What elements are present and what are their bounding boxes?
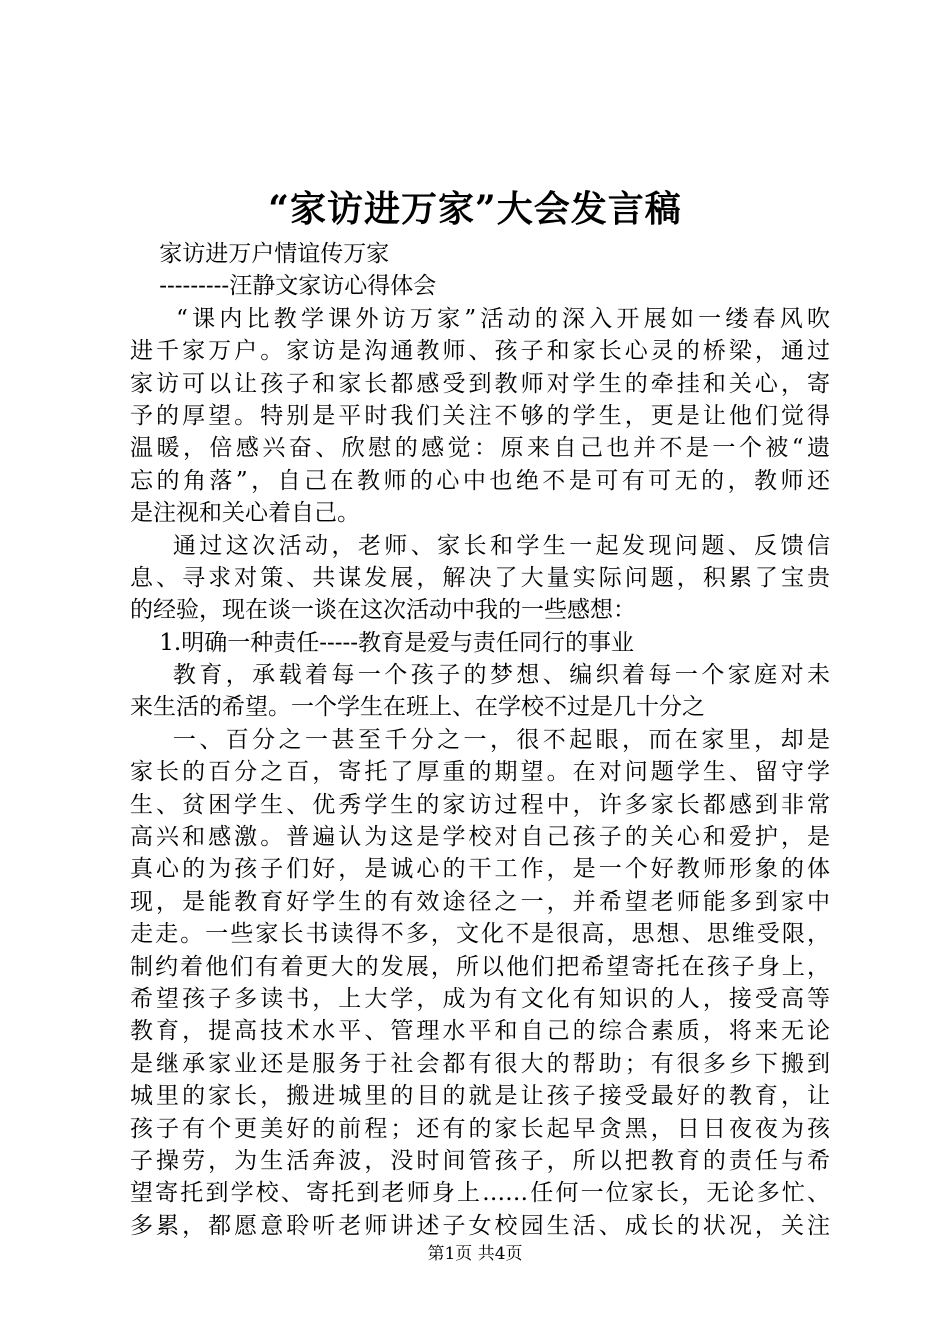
body-line: 希望孩子多读书，上大学，成为有文化有知识的人，接受高等 [130, 985, 830, 1012]
body-line: 是继承家业还是服务于社会都有很大的帮助；有很多乡下搬到 [130, 1050, 830, 1077]
page-footer: 第1页 共4页 [427, 1244, 523, 1264]
document-body [130, 238, 830, 1242]
body-line: 孩子有个更美好的前程；还有的家长起早贪黑，日日夜夜为孩 [130, 1115, 830, 1142]
body-line: 家长的百分之百，寄托了厚重的期望。在对问题学生、留守学 [130, 759, 830, 786]
body-line: 1.明确一种责任-----教育是爱与责任同行的事业 [130, 629, 635, 656]
body-line: 温暖，倍感兴奋、欣慰的感觉：原来自己也并不是一个被“遗 [130, 435, 830, 462]
body-line: 的经验，现在谈一谈在这次活动中我的一些感想： [130, 597, 636, 624]
body-line: 子操劳，为生活奔波，没时间管孩子，所以把教育的责任与希 [130, 1147, 830, 1174]
body-line: ---------汪静文家访心得体会 [130, 273, 437, 300]
body-line: 教育，承载着每一个孩子的梦想、编织着每一个家庭对未 [130, 662, 830, 689]
body-line: 进千家万户。家访是沟通教师、孩子和家长心灵的桥梁，通过 [130, 338, 830, 365]
body-line: 生、贫困学生、优秀学生的家访过程中，许多家长都感到非常 [130, 791, 830, 818]
body-line: 息、寻求对策、共谋发展，解决了大量实际问题，积累了宝贵 [130, 564, 830, 591]
body-line: 家访可以让孩子和家长都感受到教师对学生的牵挂和关心，寄 [130, 370, 830, 397]
body-line: 高兴和感激。普遍认为这是学校对自己孩子的关心和爱护，是 [130, 824, 830, 851]
body-line: 现，是能教育好学生的有效途径之一，并希望老师能多到家中 [130, 888, 830, 915]
body-line: 走走。一些家长书读得不多，文化不是很高，思想、思维受限， [130, 921, 830, 948]
body-line: 真心的为孩子们好，是诚心的干工作，是一个好教师形象的体 [130, 856, 830, 883]
body-line: 制约着他们有着更大的发展，所以他们把希望寄托在孩子身上， [130, 953, 830, 980]
body-line: 是注视和关心着自己。 [130, 500, 360, 527]
body-line: “课内比教学课外访万家”活动的深入开展如一缕春风吹 [130, 305, 830, 332]
body-line: 予的厚望。特别是平时我们关注不够的学生，更是让他们觉得 [130, 402, 830, 429]
body-line: 教育，提高技术水平、管理水平和自己的综合素质，将来无论 [130, 1018, 830, 1045]
document-title: “家访进万家”大会发言稿 [268, 188, 682, 230]
body-line: 一、百分之一甚至千分之一，很不起眼，而在家里，却是 [130, 726, 830, 753]
body-line: 望寄托到学校、寄托到老师身上……任何一位家长，无论多忙、 [130, 1180, 830, 1207]
body-line: 城里的家长，搬进城里的目的就是让孩子接受最好的教育，让 [130, 1083, 830, 1110]
body-line: 家访进万户情谊传万家 [130, 241, 390, 267]
body-line: 通过这次活动，老师、家长和学生一起发现问题、反馈信 [130, 532, 830, 559]
body-line: 多累，都愿意聆听老师讲述子女校园生活、成长的状况，关注 [130, 1212, 830, 1239]
body-line: 忘的角落”，自己在教师的心中也绝不是可有可无的，教师还 [130, 467, 830, 494]
body-line: 来生活的希望。一个学生在班上、在学校不过是几十分之 [130, 694, 705, 721]
